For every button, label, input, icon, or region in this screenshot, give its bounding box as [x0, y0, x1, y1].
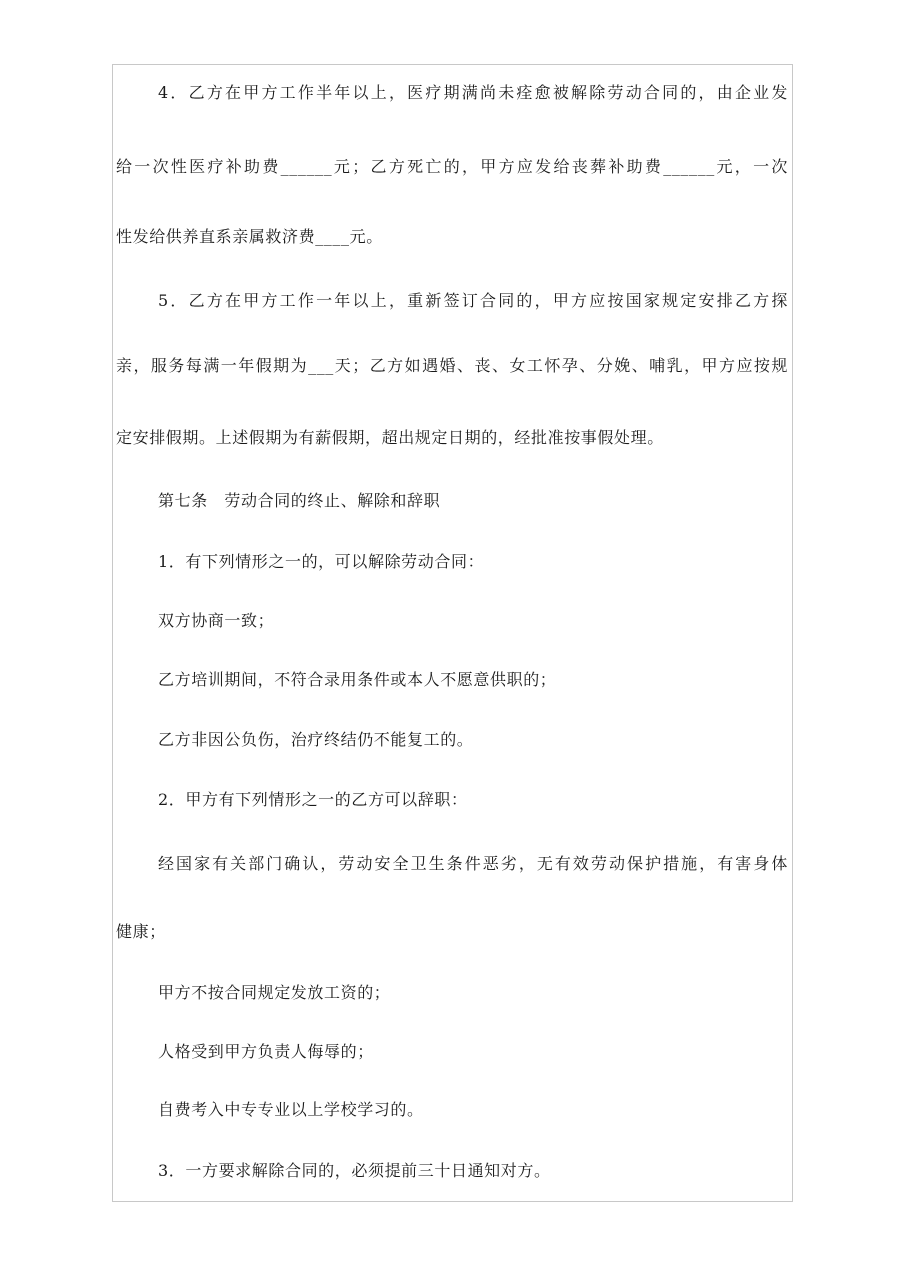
- section-2-item-2: 甲方不按合同规定发放工资的；: [158, 983, 391, 1002]
- section-1-heading: 1．有下列情形之一的，可以解除劳动合同：: [158, 552, 485, 571]
- section-2-item-1-line-1: 经国家有关部门确认，劳动安全卫生条件恶劣，无有效劳动保护措施，有害身体: [158, 854, 788, 873]
- section-2-item-3: 人格受到甲方负责人侮辱的；: [158, 1042, 374, 1061]
- clause-5-line-3: 定安排假期。上述假期为有薪假期，超出规定日期的，经批准按事假处理。: [116, 428, 664, 447]
- section-2-heading: 2．甲方有下列情形之一的乙方可以辞职：: [158, 790, 468, 809]
- section-2-item-4: 自费考入中专专业以上学校学习的。: [158, 1100, 424, 1119]
- clause-5-line-1: 5．乙方在甲方工作一年以上，重新签订合同的，甲方应按国家规定安排乙方探: [158, 291, 788, 310]
- clause-5-line-2: 亲，服务每满一年假期为___天；乙方如遇婚、丧、女工怀孕、分娩、哺乳，甲方应按规: [116, 356, 788, 375]
- section-3-heading: 3．一方要求解除合同的，必须提前三十日通知对方。: [158, 1161, 551, 1180]
- section-1-item-1: 双方协商一致；: [158, 611, 275, 630]
- section-1-item-2: 乙方培训期间，不符合录用条件或本人不愿意供职的；: [158, 670, 557, 689]
- section-1-item-3: 乙方非因公负伤，治疗终结仍不能复工的。: [158, 730, 474, 749]
- section-2-item-1-line-2: 健康；: [116, 922, 166, 941]
- clause-4-line-1: 4．乙方在甲方工作半年以上，医疗期满尚未痊愈被解除劳动合同的，由企业发: [158, 83, 788, 102]
- article-7-heading: 第七条 劳动合同的终止、解除和辞职: [158, 491, 441, 510]
- clause-4-line-2: 给一次性医疗补助费______元；乙方死亡的，甲方应发给丧葬补助费______元，一次: [116, 157, 788, 176]
- clause-4-line-3: 性发给供养直系亲属救济费____元。: [116, 227, 383, 246]
